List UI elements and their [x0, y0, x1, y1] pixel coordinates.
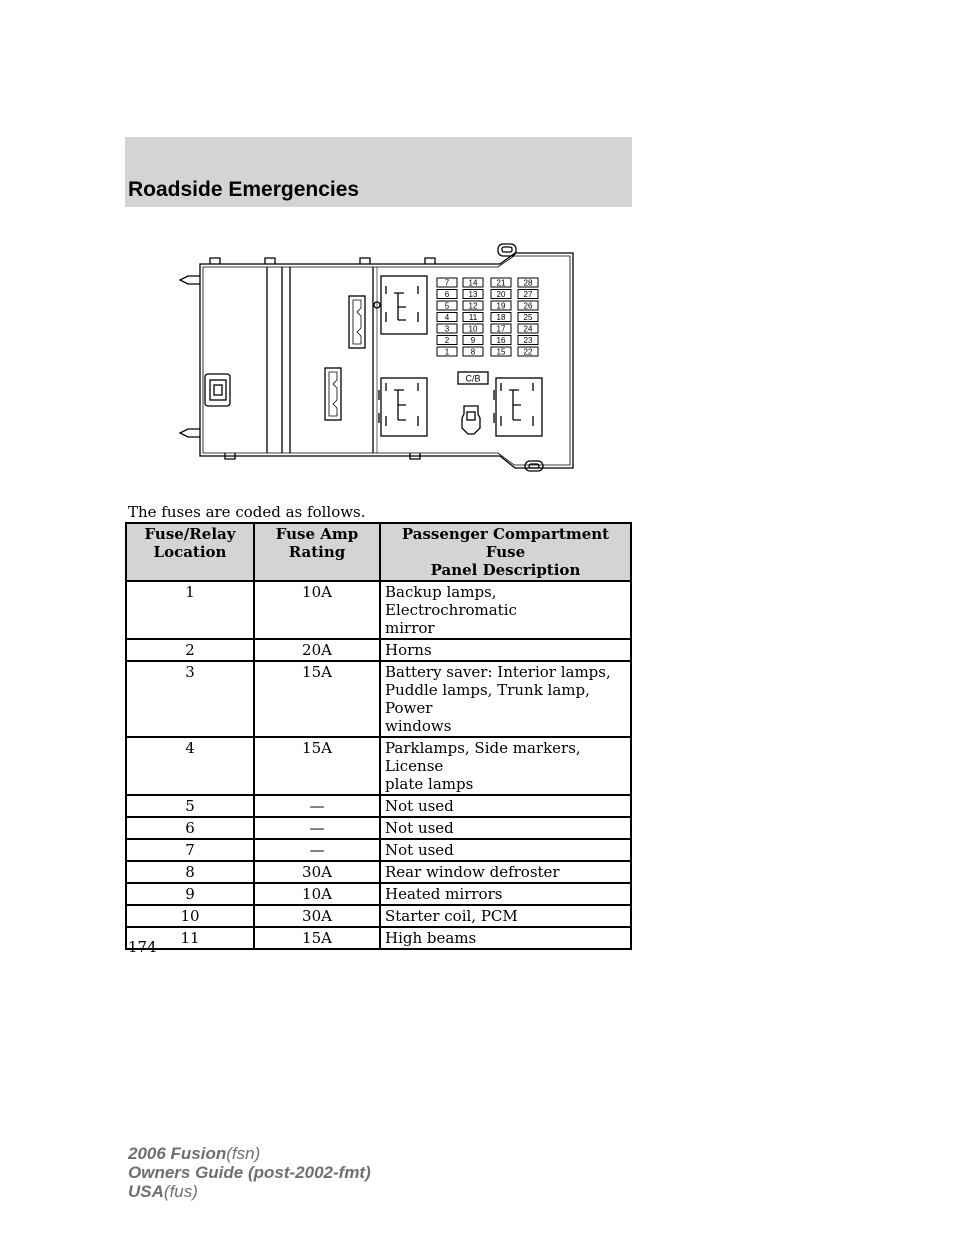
- cell-description: [380, 861, 631, 883]
- description-line: Horns: [385, 641, 432, 659]
- fuse-slot-number: 12: [468, 301, 478, 311]
- description-line: Not used: [385, 819, 454, 837]
- fuse-slot-number: 15: [496, 347, 506, 357]
- footer-line-2: Owners Guide (post-2002-fmt): [128, 1163, 371, 1182]
- cell-location: 5: [126, 795, 254, 817]
- cell-location: 10: [126, 905, 254, 927]
- cell-location: 8: [126, 861, 254, 883]
- fuse-slot-number: 21: [496, 278, 506, 288]
- description-line: Puddle lamps, Trunk lamp, Power: [385, 681, 590, 717]
- table-row: [126, 839, 631, 861]
- cell-location: 9: [126, 883, 254, 905]
- description-line: Rear window defroster: [385, 863, 560, 881]
- fuse-slot-number: 19: [496, 301, 506, 311]
- table-row: [126, 639, 631, 661]
- fuse-slot-number: 4: [444, 313, 450, 322]
- intro-text: The fuses are coded as follows.: [128, 503, 366, 521]
- maxi-fuse-lower: [325, 368, 341, 420]
- table-row: [126, 661, 631, 737]
- fuse-slot-number: 5: [444, 301, 450, 311]
- table-row: [126, 927, 631, 949]
- cell-description: [380, 839, 631, 861]
- cell-location: 2: [126, 639, 254, 661]
- description-line: Not used: [385, 841, 454, 859]
- cell-location: 3: [126, 661, 254, 737]
- description-line: plate lamps: [385, 775, 474, 793]
- fuse-slot-number: 13: [468, 290, 478, 299]
- cell-description: [380, 581, 631, 639]
- cell-rating: 20A: [254, 639, 380, 661]
- description-line: Parklamps, Side markers, License: [385, 739, 581, 775]
- fuse-slot-number: 10: [468, 324, 478, 334]
- cell-rating: 30A: [254, 861, 380, 883]
- relay-lower-right: [496, 378, 542, 436]
- fuse-slot-number: 17: [496, 324, 506, 334]
- fuse-slot-number: 11: [468, 313, 478, 322]
- fuse-slot-number: 14: [468, 278, 478, 288]
- footer-line-1: 2006 Fusion(fsn): [128, 1144, 261, 1163]
- table-row: [126, 817, 631, 839]
- cell-rating: —: [254, 795, 380, 817]
- fuse-slot-number: 27: [523, 290, 533, 299]
- description-line: windows: [385, 717, 452, 735]
- fuse-slot-number: 6: [444, 290, 450, 299]
- fuse-slot-number: 7: [444, 278, 450, 288]
- fuse-slot-number: 22: [523, 347, 533, 357]
- relay-lower-left: [381, 378, 427, 436]
- cell-description: [380, 817, 631, 839]
- cell-description: [380, 639, 631, 661]
- description-line: Heated mirrors: [385, 885, 503, 903]
- fuse-slot-number: 18: [496, 313, 506, 322]
- table-row: [126, 581, 631, 639]
- fuse-slot-number: 20: [496, 290, 506, 299]
- cell-description: [380, 905, 631, 927]
- fuse-slot-number: 26: [523, 301, 533, 311]
- description-line: Backup lamps, Electrochromatic: [385, 583, 517, 619]
- cell-location: 1: [126, 581, 254, 639]
- cell-description: [380, 927, 631, 949]
- cell-rating: 10A: [254, 883, 380, 905]
- page-number: 174: [128, 938, 157, 956]
- fuse-slot-number: 25: [523, 313, 533, 322]
- cell-location: 6: [126, 817, 254, 839]
- fuse-slot-number: 16: [496, 336, 506, 345]
- cell-location: 11: [126, 927, 254, 949]
- cell-description: [380, 795, 631, 817]
- mounting-pin-lower: [180, 429, 200, 437]
- fuse-panel-diagram: [170, 238, 580, 480]
- fuse-slot-number: 24: [523, 324, 533, 334]
- fuse-slot-number: 2: [444, 336, 450, 345]
- description-line: Not used: [385, 797, 454, 815]
- fuse-slot-number: 8: [470, 347, 476, 357]
- fuse-slot-number: 9: [470, 336, 476, 345]
- mounting-tab-bottom: [525, 461, 543, 471]
- fuse-table: [125, 522, 632, 950]
- footer-line-3: USA(fus): [128, 1182, 198, 1201]
- section-title: Roadside Emergencies: [128, 178, 360, 201]
- cell-description: [380, 661, 631, 737]
- relay-upper: [381, 276, 427, 334]
- fuse-slot-number: 28: [523, 278, 533, 288]
- col-header-location: Fuse/Relay Location: [126, 523, 254, 581]
- cell-location: 7: [126, 839, 254, 861]
- maxi-fuse-upper: [349, 296, 365, 348]
- description-line: Battery saver: Interior lamps,: [385, 663, 611, 681]
- fuse-slot-number: 23: [523, 336, 533, 345]
- fuse-grid: [437, 278, 538, 357]
- cb-label: C/B: [465, 373, 481, 384]
- cell-description: [380, 883, 631, 905]
- table-row: [126, 905, 631, 927]
- fuse-slot-number: 3: [444, 324, 450, 334]
- cell-location: 4: [126, 737, 254, 795]
- table-row: [126, 795, 631, 817]
- mounting-pin-upper: [180, 276, 200, 284]
- cell-rating: 15A: [254, 661, 380, 737]
- cell-rating: —: [254, 839, 380, 861]
- fuse-slot-number: 1: [444, 347, 450, 357]
- cell-rating: 15A: [254, 927, 380, 949]
- cell-rating: 30A: [254, 905, 380, 927]
- col-header-rating: Fuse Amp Rating: [254, 523, 380, 581]
- cell-description: [380, 737, 631, 795]
- table-header-row: [126, 523, 631, 581]
- col-header-description: Passenger Compartment Fuse Panel Description: [380, 523, 631, 581]
- table-row: [126, 861, 631, 883]
- description-line: mirror: [385, 619, 435, 637]
- description-line: High beams: [385, 929, 477, 947]
- cell-rating: 15A: [254, 737, 380, 795]
- table-row: [126, 883, 631, 905]
- table-row: [126, 737, 631, 795]
- cell-rating: —: [254, 817, 380, 839]
- page-footer: [128, 1144, 371, 1201]
- cell-rating: 10A: [254, 581, 380, 639]
- description-line: Starter coil, PCM: [385, 907, 518, 925]
